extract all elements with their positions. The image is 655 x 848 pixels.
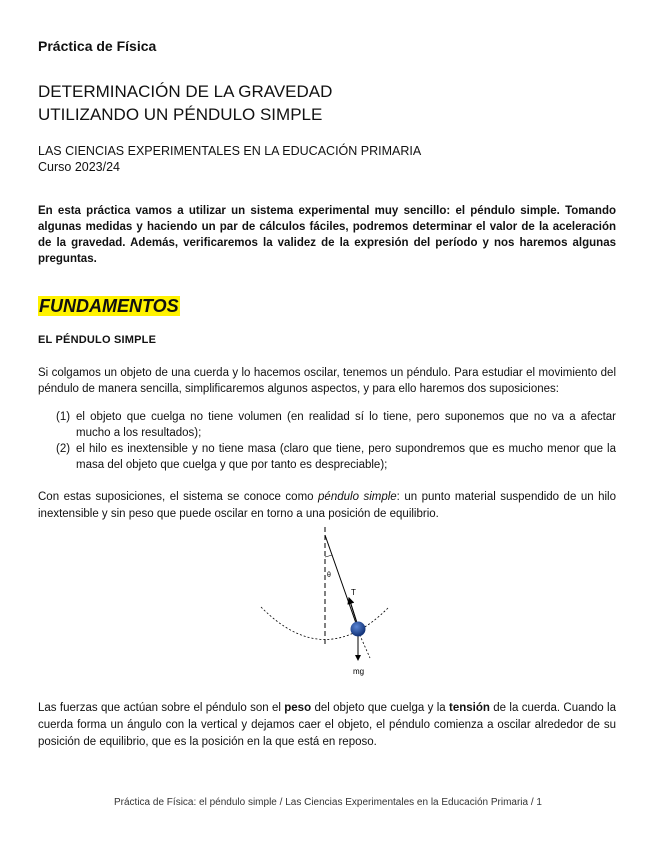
course-info <box>38 143 421 175</box>
intro-paragraph: En esta práctica vamos a utilizar un sistema experimental muy sencillo: el péndulo simple. Tomando algunas medidas y haciendo un par de cálculos fáciles, podremos determinar el valor de la aceleración de la gravedad. Además, verificaremos la validez de la expresión del período y nos haremos algunas preguntas. <box>38 205 616 265</box>
forces-term-tension: tensión <box>449 702 490 714</box>
document-title <box>38 80 332 126</box>
course-subject: LAS CIENCIAS EXPERIMENTALES EN LA EDUCACIÓN PRIMARIA <box>38 144 422 158</box>
list-item-number: (2) <box>56 443 71 455</box>
pendulum-bob <box>351 622 366 637</box>
list-item-text: el objeto que cuelga no tiene volumen (en realidad sí lo tiene, pero suponemos que no va a afectar mucho a los resultados); <box>76 411 616 439</box>
paragraph-pendulum-intro: Si colgamos un objeto de una cuerda y lo hacemos oscilar, tenemos un péndulo. Para estudiar el movimiento del péndulo de manera sencilla, simplificaremos algunos aspectos, y para ello haremos dos suposiciones: <box>38 367 616 395</box>
forces-text-2: del objeto que cuelga y la <box>311 702 450 714</box>
assumptions-list <box>56 409 616 473</box>
weight-label: mg <box>353 667 365 676</box>
title-line-1: DETERMINACIÓN DE LA GRAVEDAD <box>38 82 333 101</box>
forces-text-3: de la cuerda. Cuando la cuerda forma un ángulo con la vertical y dejamos caer el objeto, el péndulo comienza a oscilar alrededor de su posición de equilibrio, que es la posición en la que está en reposo. <box>38 702 616 748</box>
list-item <box>56 409 616 441</box>
forces-text-1: Las fuerzas que actúan sobre el péndulo son el <box>38 702 285 714</box>
tension-label: T <box>351 588 356 597</box>
title-line-2: UTILIZANDO UN PÉNDULO SIMPLE <box>38 105 323 124</box>
page-footer: Práctica de Física: el péndulo simple / Las Ciencias Experimentales en la Educación Primaria / 1 <box>114 797 542 808</box>
paragraph-definition <box>38 489 616 523</box>
angle-arc <box>325 555 332 557</box>
angle-label: θ <box>327 572 331 579</box>
section-heading <box>38 296 180 317</box>
definition-text-before: Con estas suposiciones, el sistema se conoce como <box>38 491 319 503</box>
forces-term-weight: peso <box>284 702 312 714</box>
definition-text-after: : un punto material suspendido de un hilo inextensible y sin peso que puede oscilar en torno a una posición de equilibrio. <box>38 491 617 520</box>
list-item-number: (1) <box>56 411 71 423</box>
tension-arrow <box>349 598 357 623</box>
pendulum-string <box>325 535 358 629</box>
list-item <box>56 441 616 473</box>
list-item-text: el hilo es inextensible y no tiene masa (claro que tiene, pero supondremos que es mucho menor que la masa del objeto que cuelga y que por tanto es despreciable); <box>76 443 616 471</box>
document-kicker: Práctica de Física <box>38 38 157 54</box>
subsection-heading: EL PÉNDULO SIMPLE <box>38 334 157 346</box>
section-heading-text: FUNDAMENTOS <box>39 296 179 316</box>
definition-term: péndulo simple <box>318 491 397 503</box>
course-year: Curso 2023/24 <box>38 160 121 174</box>
paragraph-forces <box>38 700 616 751</box>
pendulum-diagram <box>258 527 398 682</box>
